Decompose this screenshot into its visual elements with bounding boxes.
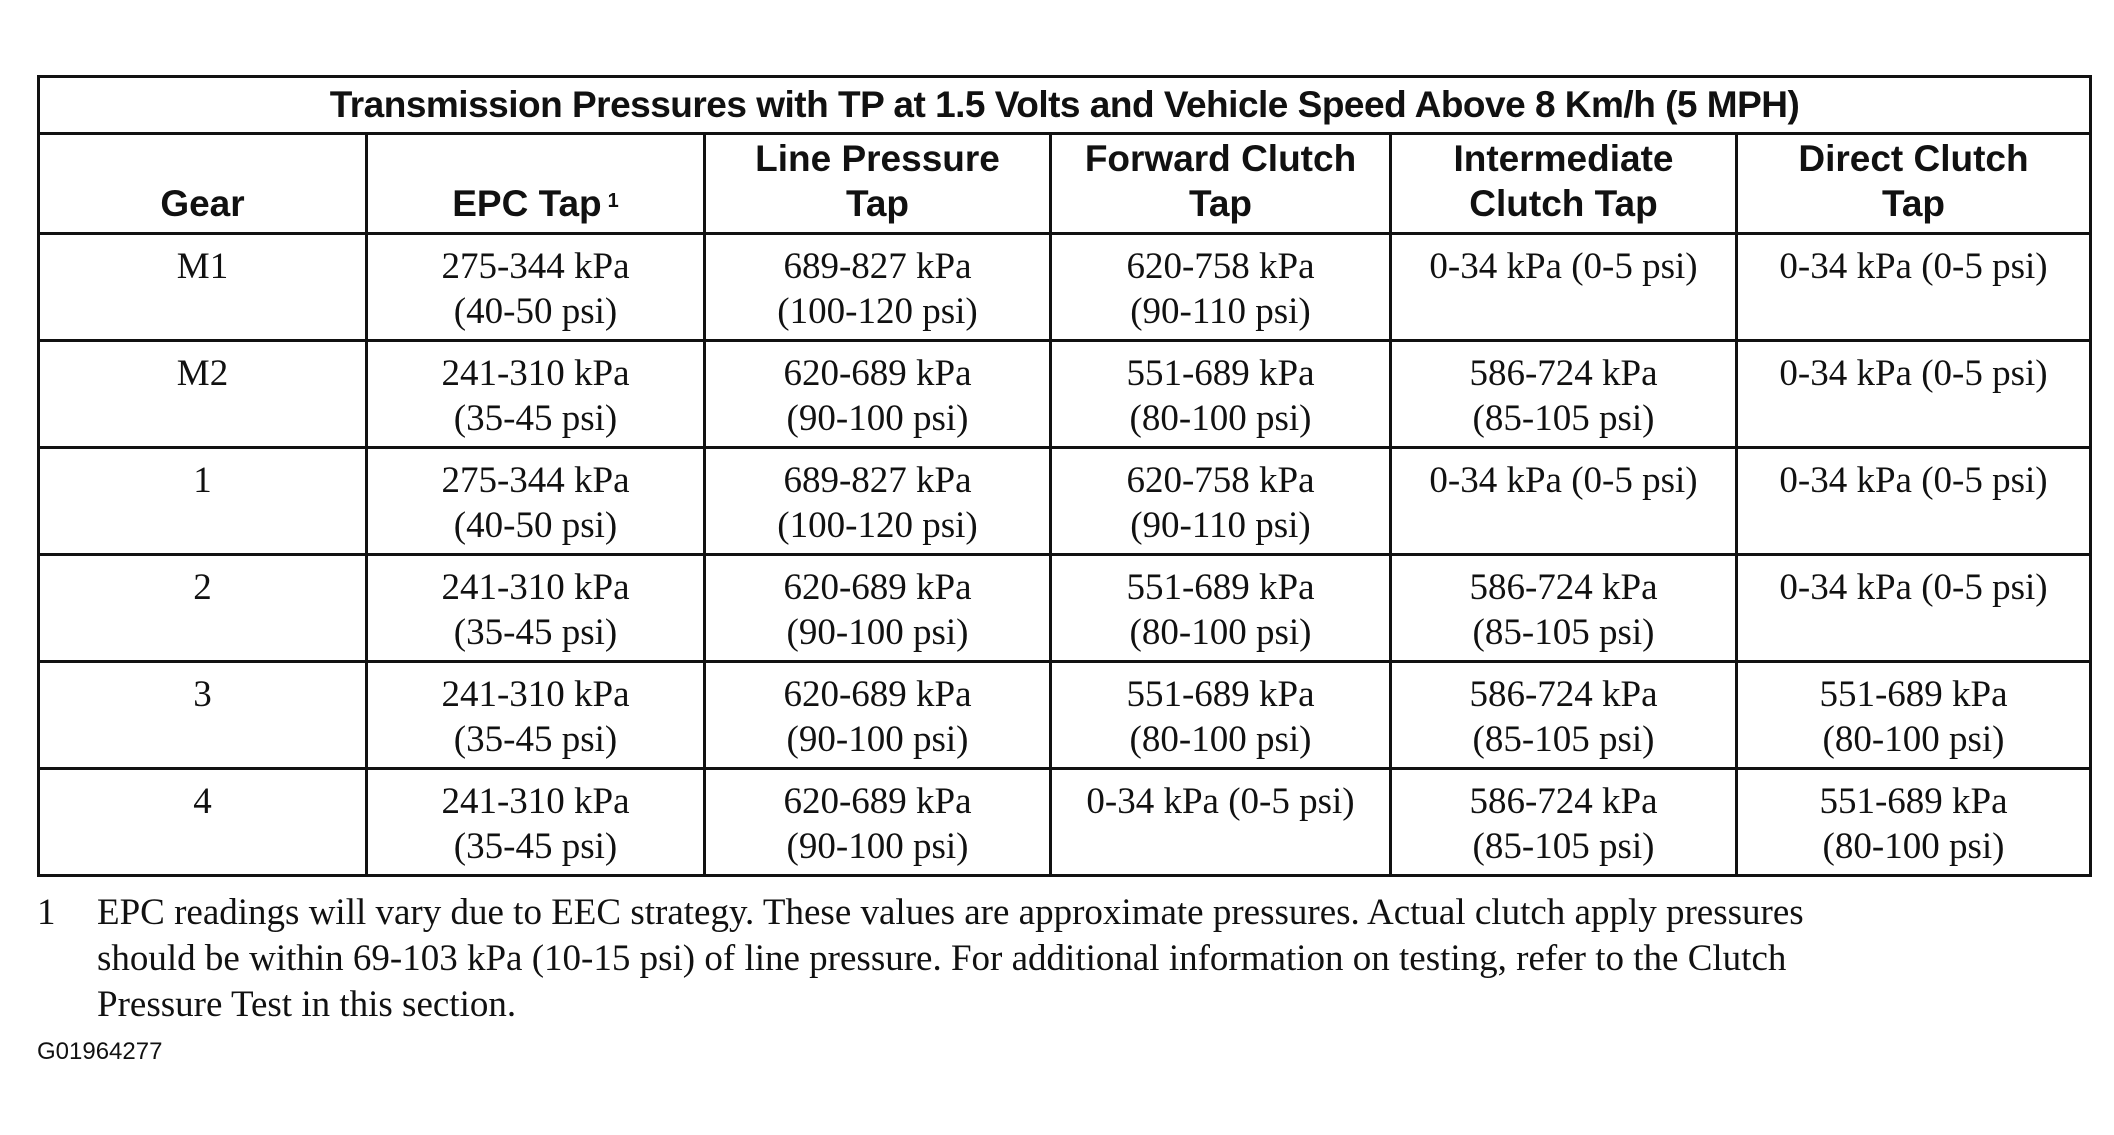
intermediate-clutch-cell — [1391, 662, 1737, 769]
header-direct-clutch-tap — [1737, 134, 2091, 234]
line-pressure-cell — [705, 662, 1051, 769]
cell-value-line: (100-120 psi) — [777, 505, 978, 546]
forward-clutch-cell — [1051, 341, 1391, 448]
footnote-line: Pressure Test in this section. — [97, 984, 517, 1025]
cell-value-line: 0-34 kPa (0-5 psi) — [1429, 246, 1698, 287]
direct-clutch-cell — [1737, 234, 2091, 341]
cell-value-line: 241-310 kPa — [441, 674, 630, 715]
footnote-text — [97, 890, 2017, 1028]
cell-value-line: (80-100 psi) — [1129, 719, 1312, 760]
cell-value-line: 586-724 kPa — [1469, 781, 1658, 822]
epc-tap-cell — [367, 234, 705, 341]
cell-value-line: 551-689 kPa — [1819, 781, 2008, 822]
cell-value-line: (80-100 psi) — [1129, 612, 1312, 653]
cell-value-line: (35-45 psi) — [453, 612, 618, 653]
cell-value-line: (35-45 psi) — [453, 398, 618, 439]
intermediate-clutch-cell — [1391, 234, 1737, 341]
forward-clutch-cell — [1051, 769, 1391, 876]
cell-value-line: (90-100 psi) — [786, 719, 969, 760]
header-gear — [39, 134, 367, 234]
header-intermediate-clutch-tap — [1391, 134, 1737, 234]
cell-value-line: 0-34 kPa (0-5 psi) — [1429, 460, 1698, 501]
cell-value-line: (90-110 psi) — [1130, 291, 1311, 332]
header-label-line — [368, 181, 703, 226]
cell-value-line: (85-105 psi) — [1472, 826, 1655, 867]
table-title: Transmission Pressures with TP at 1.5 Volts and Vehicle Speed Above 8 Km/h (5 MPH) — [39, 77, 2091, 134]
cell-value-line: (85-105 psi) — [1472, 719, 1655, 760]
footnote-marker: 1 — [37, 892, 56, 933]
table-row — [39, 234, 2091, 341]
cell-value-line: 551-689 kPa — [1126, 353, 1315, 394]
cell-value-line: 586-724 kPa — [1469, 674, 1658, 715]
cell-value-line: 689-827 kPa — [783, 460, 972, 501]
direct-clutch-cell — [1737, 769, 2091, 876]
header-label-line: Forward Clutch — [1084, 138, 1357, 179]
cell-value-line: 275-344 kPa — [441, 460, 630, 501]
cell-value-line: 620-758 kPa — [1126, 246, 1315, 287]
epc-tap-cell — [367, 555, 705, 662]
cell-value-line: (90-100 psi) — [786, 612, 969, 653]
line-pressure-cell — [705, 341, 1051, 448]
gear-cell: 4 — [39, 769, 367, 876]
intermediate-clutch-cell — [1391, 555, 1737, 662]
cell-value-line: 551-689 kPa — [1126, 674, 1315, 715]
header-label-line: Tap — [1881, 183, 1946, 224]
cell-value-line: 0-34 kPa (0-5 psi) — [1779, 246, 2048, 287]
header-label-text: EPC Tap — [452, 183, 602, 224]
document-id: G01964277 — [37, 1038, 163, 1065]
table-row — [39, 448, 2091, 555]
cell-value-line: (90-100 psi) — [786, 826, 969, 867]
line-pressure-cell — [705, 448, 1051, 555]
intermediate-clutch-cell — [1391, 341, 1737, 448]
line-pressure-cell — [705, 769, 1051, 876]
cell-value-line: 241-310 kPa — [441, 353, 630, 394]
cell-value-line: 551-689 kPa — [1819, 674, 2008, 715]
epc-tap-cell — [367, 341, 705, 448]
forward-clutch-cell — [1051, 448, 1391, 555]
direct-clutch-cell — [1737, 662, 2091, 769]
cell-value-line: 620-689 kPa — [783, 781, 972, 822]
gear-cell: 2 — [39, 555, 367, 662]
footnote-line: should be within 69-103 kPa (10-15 psi) of line pressure. For additional information on testing, refer to the Clutch — [97, 938, 1787, 979]
cell-value-line: 620-758 kPa — [1126, 460, 1315, 501]
epc-tap-cell — [367, 662, 705, 769]
forward-clutch-cell — [1051, 234, 1391, 341]
cell-value-line: 551-689 kPa — [1126, 567, 1315, 608]
gear-cell: M1 — [39, 234, 367, 341]
line-pressure-cell — [705, 555, 1051, 662]
footnote-reference: 1 — [607, 190, 619, 212]
cell-value-line: (80-100 psi) — [1822, 826, 2005, 867]
cell-value-line: (90-100 psi) — [786, 398, 969, 439]
table-row — [39, 341, 2091, 448]
cell-value-line: 275-344 kPa — [441, 246, 630, 287]
header-label-line: Intermediate — [1453, 138, 1674, 179]
cell-value-line: 586-724 kPa — [1469, 353, 1658, 394]
forward-clutch-cell — [1051, 555, 1391, 662]
cell-value-line: 0-34 kPa (0-5 psi) — [1779, 460, 2048, 501]
cell-value-line: (80-100 psi) — [1129, 398, 1312, 439]
header-label-line: Tap — [845, 183, 910, 224]
gear-cell: 3 — [39, 662, 367, 769]
intermediate-clutch-cell — [1391, 769, 1737, 876]
cell-value-line: 620-689 kPa — [783, 674, 972, 715]
table-row — [39, 555, 2091, 662]
direct-clutch-cell — [1737, 555, 2091, 662]
header-line-pressure-tap — [705, 134, 1051, 234]
epc-tap-cell — [367, 769, 705, 876]
header-label-line: Tap — [1188, 183, 1253, 224]
header-label-line: Clutch Tap — [1469, 183, 1658, 224]
cell-value-line: 0-34 kPa (0-5 psi) — [1086, 781, 1355, 822]
cell-value-line: (85-105 psi) — [1472, 612, 1655, 653]
transmission-pressure-table — [37, 75, 2092, 877]
direct-clutch-cell — [1737, 341, 2091, 448]
cell-value-line: (90-110 psi) — [1130, 505, 1311, 546]
title-row — [39, 77, 2091, 134]
cell-value-line: (40-50 psi) — [453, 505, 618, 546]
direct-clutch-cell — [1737, 448, 2091, 555]
intermediate-clutch-cell — [1391, 448, 1737, 555]
footnote-line: EPC readings will vary due to EEC strategy. These values are approximate pressures. Actual clutch apply pressures — [97, 892, 1804, 933]
cell-value-line: 241-310 kPa — [441, 567, 630, 608]
gear-cell: M2 — [39, 341, 367, 448]
forward-clutch-cell — [1051, 662, 1391, 769]
pressure-table-container — [37, 75, 2089, 877]
header-label-line: Gear — [160, 183, 245, 224]
cell-value-line: 0-34 kPa (0-5 psi) — [1779, 353, 2048, 394]
cell-value-line: 241-310 kPa — [441, 781, 630, 822]
cell-value-line: (35-45 psi) — [453, 719, 618, 760]
cell-value-line: (100-120 psi) — [777, 291, 978, 332]
table-body — [39, 234, 2091, 876]
header-epc-tap — [367, 134, 705, 234]
cell-value-line: (40-50 psi) — [453, 291, 618, 332]
table-row — [39, 662, 2091, 769]
header-forward-clutch-tap — [1051, 134, 1391, 234]
gear-cell: 1 — [39, 448, 367, 555]
header-row — [39, 134, 2091, 234]
cell-value-line: (80-100 psi) — [1822, 719, 2005, 760]
cell-value-line: 586-724 kPa — [1469, 567, 1658, 608]
cell-value-line: 689-827 kPa — [783, 246, 972, 287]
header-label-line: Line Pressure — [755, 138, 1000, 179]
cell-value-line: 620-689 kPa — [783, 567, 972, 608]
cell-value-line: 0-34 kPa (0-5 psi) — [1779, 567, 2048, 608]
line-pressure-cell — [705, 234, 1051, 341]
cell-value-line: (35-45 psi) — [453, 826, 618, 867]
header-label-line: Direct Clutch — [1798, 138, 2029, 179]
cell-value-line: (85-105 psi) — [1472, 398, 1655, 439]
table-row — [39, 769, 2091, 876]
epc-tap-cell — [367, 448, 705, 555]
cell-value-line: 620-689 kPa — [783, 353, 972, 394]
